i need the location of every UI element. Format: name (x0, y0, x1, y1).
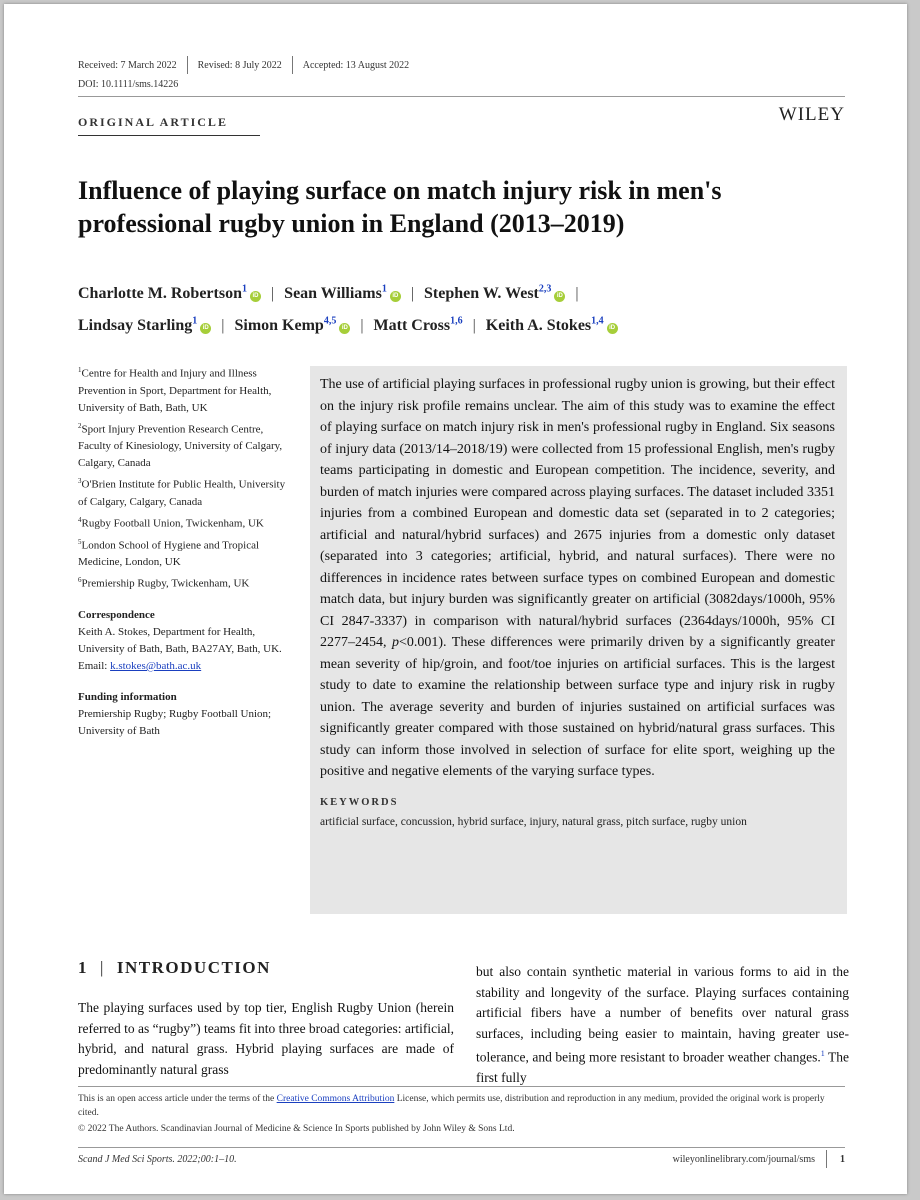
header-rule (78, 96, 845, 97)
orcid-icon[interactable]: iD (390, 291, 401, 302)
funding-label: Funding information (78, 690, 177, 703)
license-link[interactable]: Creative Commons Attribution (276, 1094, 395, 1104)
author[interactable]: Charlotte M. Robertson$^1$iD (78, 285, 261, 302)
affiliation: $^3$O'Brien Institute for Public Health, University of Calgary, Calgary, Canada (78, 477, 286, 508)
abstract-box (310, 366, 847, 914)
affiliation: $^4$Rugby Football Union, Twickenham, UK (78, 515, 264, 530)
body-text-column-2: but also contain synthetic material in various forms to aid in the stability and longevity of the surface. Playing surfaces containing artificial fibers have a number of benefits over natural grass surfaces, including being easier to maintain, having greater use-tolerance, and being more resistant to broader weather changes.$^1$ The first fully (476, 964, 849, 1085)
affiliation-ref[interactable]: 1 (241, 284, 247, 295)
author-separator: | (472, 316, 476, 334)
footnote-rule (78, 1086, 845, 1087)
correspondence-label: Correspondence (78, 608, 155, 621)
footer-rule (78, 1147, 845, 1148)
article-type-underline (78, 135, 260, 136)
affiliation: $^2$Sport Injury Prevention Research Centre, Faculty of Kinesiology, University of Calgary, Calgary, Canada (78, 421, 283, 470)
citation-ref[interactable]: 1 (820, 1049, 825, 1058)
author-separator: | (221, 316, 225, 334)
author[interactable]: Keith A. Stokes$^{1,4}$iD (486, 317, 618, 334)
affiliation: $^6$Premiership Rugby, Twickenham, UK (78, 576, 250, 590)
author-separator: | (360, 316, 364, 334)
affiliation-ref[interactable]: 1,4 (591, 315, 604, 327)
author[interactable]: Sean Williams$^1$iD (284, 285, 401, 302)
license-note: This is an open access article under the terms of the Creative Commons Attribution License, which permits use, distribution and reproduction in any medium, provided the original work is properly cited. (78, 1094, 825, 1118)
received-date: Received: 7 March 2022 (78, 59, 177, 71)
affiliation-ref[interactable]: 1 (381, 284, 387, 295)
affiliation: $^5$London School of Hygiene and Tropical Medicine, London, UK (78, 537, 260, 569)
orcid-icon[interactable]: iD (339, 323, 350, 334)
funding-text: Premiership Rugby; Rugby Football Union; University of Bath (78, 707, 272, 737)
abstract-text: The use of artificial playing surfaces in professional rugby union is growing, but their effect on the injury risk profile remains unclear. The aim of this study was to examine the effect of playing surface on match injury risk in men's professional rugby in England. Six seasons of injury data (2013/14–2018/19) were collected from 15 professional English, men's rugby teams participating in domestic and European competition. The incidence, severity, and burden of match injuries were compared across playing surfaces. The dataset included 3351 injuries from a combined European and domestic data set (separated in to 2 categories; artificial and natural/hybrid surfaces) and 2675 injuries from a domestic only dataset (separated into 3 categories; artificial, hybrid, and natural surfaces). There were no differences in incidence rates between surface types on combined European and domestic match data, but injury burden was significantly greater on artificial (3082days/1000h, 95% CI 2847-3337) in comparison with natural/hybrid surfaces (2364days/1000h, 95% CI 2277–2454, p<0.001). These differences were primarily driven by a significantly greater mean severity of hip/groin, and foot/toe injuries on artificial surfaces. This is the largest study to date to examine the relationship between surface type and injury risk in rugby union. The average severity and burden of injuries sustained on artificial surfaces was significantly greater compared with those sustained on hybrid/natural grass surfaces. This study can inform those involved in selection of surface for elite sport, weighing up the positive and negative elements of the varying surface types. (320, 377, 836, 779)
body-text-column-1: The playing surfaces used by top tier, English Rugby Union (herein referred to as “rugby”) teams fit into three broad categories: artificial, hybrid, and natural grass. Hybrid playing surfaces are made of predominantly natural grass (78, 1000, 454, 1077)
section-heading: 1 | INTRODUCTION (78, 958, 271, 977)
publisher-logo: WILEY (778, 104, 845, 125)
orcid-icon[interactable]: iD (200, 323, 211, 334)
article-info-column (78, 362, 290, 740)
article-title: Influence of playing surface on match injury risk in men's professional rugby union in England (2013–2019) (78, 176, 722, 238)
author-separator: | (410, 285, 415, 303)
affiliation-ref[interactable]: 1 (192, 315, 198, 327)
affiliation-ref[interactable]: 2,3 (538, 284, 552, 295)
author-separator: | (575, 285, 579, 303)
orcid-icon[interactable]: iD (250, 291, 261, 302)
journal-citation: Scand J Med Sci Sports. 2022;00:1–10. (78, 1154, 237, 1165)
revised-date: Revised: 8 July 2022 (197, 59, 282, 71)
author[interactable]: Matt Cross$^{1,6}$ (373, 315, 463, 334)
email-link[interactable]: k.stokes@bath.ac.uk (110, 659, 202, 672)
copyright-note: © 2022 The Authors. Scandinavian Journal of Medicine & Science In Sports published by John Wiley & Sons Ltd. (78, 1124, 515, 1134)
author[interactable]: Simon Kemp$^{4,5}$iD (234, 317, 350, 334)
article-page (4, 4, 907, 1194)
orcid-icon[interactable]: iD (554, 291, 565, 302)
affiliation-ref[interactable]: 4,5 (323, 315, 337, 327)
divider (187, 56, 188, 74)
author-separator: | (270, 285, 275, 303)
keywords-label: KEYWORDS (320, 796, 399, 808)
correspondence-email: Email: k.stokes@bath.ac.uk (78, 659, 202, 672)
affiliation: $^1$Centre for Health and Injury and Illness Prevention in Sport, Department for Health, University of Bath, Bath, UK (78, 366, 272, 414)
article-type: ORIGINAL ARTICLE (78, 115, 228, 129)
page-number: 1 (840, 1154, 845, 1165)
author[interactable]: Stephen W. West$^{2,3}$iD (424, 285, 565, 302)
divider (292, 56, 293, 74)
article-dates (78, 56, 409, 74)
author-list (78, 276, 858, 339)
keywords-list: artificial surface, concussion, hybrid surface, injury, natural grass, pitch surface, rugby union (320, 815, 747, 828)
correspondence-address: Keith A. Stokes, Department for Health, University of Bath, Bath, BA27AY, Bath, UK. (78, 625, 282, 655)
doi: DOI: 10.1111/sms.14226 (78, 79, 179, 90)
divider (826, 1150, 827, 1168)
accepted-date: Accepted: 13 August 2022 (302, 59, 410, 71)
affiliation-ref[interactable]: 1,6 (450, 315, 463, 327)
author[interactable]: Lindsay Starling$^1$iD (78, 317, 211, 334)
journal-website[interactable]: wileyonlinelibrary.com/journal/sms (672, 1154, 815, 1165)
orcid-icon[interactable]: iD (607, 323, 618, 334)
